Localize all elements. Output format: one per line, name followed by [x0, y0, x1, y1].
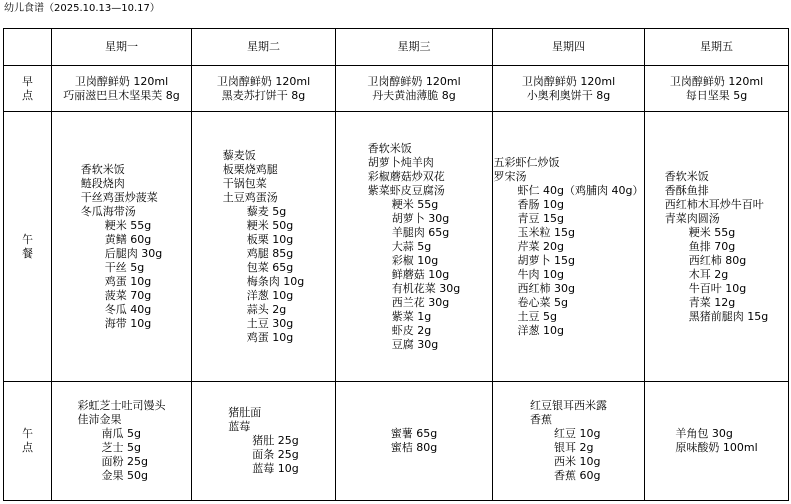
ingredient: 土豆 5g	[517, 309, 557, 323]
ingredient: 南瓜 5g	[101, 427, 141, 440]
menu-cell	[493, 112, 645, 382]
ingredient: 猪肚 25g	[252, 434, 299, 447]
ingredient: 牛肉 10g	[517, 267, 564, 281]
dish-name: 香酥鱼排	[664, 183, 709, 197]
ingredient: 洋葱 10g	[246, 288, 294, 302]
dish-name: 干丝鸡蛋炒菠菜	[80, 190, 158, 204]
ingredient: 虾仁 40g（鸡脯肉 40g）	[517, 183, 644, 197]
ingredient: 原味酸奶 100ml	[675, 441, 758, 454]
day-header: 星期四	[493, 29, 645, 66]
menu-cell	[645, 112, 789, 382]
ingredient: 大蒜 5g	[391, 239, 432, 253]
dish-name: 彩椒蘑菇炒双花	[367, 169, 445, 183]
ingredient: 红豆 10g	[554, 427, 601, 440]
ingredient: 香蕉 60g	[554, 469, 601, 482]
ingredient: 粳米 55g	[391, 197, 439, 211]
dish-name: 板栗烧鸡腿	[222, 162, 278, 176]
row-snack	[4, 382, 789, 501]
page-title: 幼儿食谱（2025.10.13—10.17）	[4, 3, 160, 14]
ingredient: 鱼排 70g	[688, 239, 736, 253]
menu-item: 黑麦苏打饼干 8g	[221, 88, 306, 102]
menu-cell	[192, 112, 336, 382]
menu-cell	[645, 66, 789, 112]
cell-content	[391, 427, 437, 455]
ingredient: 鸡蛋 10g	[104, 274, 152, 288]
ingredient: 蓝莓 10g	[252, 462, 299, 475]
menu-item: 每日坚果 5g	[685, 88, 748, 102]
ingredient: 海带 10g	[104, 316, 152, 330]
ingredient: 粳米 55g	[104, 218, 152, 232]
menu-cell	[336, 112, 493, 382]
cell-content	[493, 75, 644, 103]
ingredient: 木耳 2g	[688, 267, 729, 281]
ingredient: 芝士 5g	[101, 441, 141, 454]
corner-cell	[4, 29, 52, 66]
ingredient: 蒜头 2g	[246, 302, 287, 316]
menu-cell	[336, 66, 493, 112]
ingredient: 豆腐 30g	[391, 337, 439, 351]
cell-content	[223, 149, 304, 345]
dish-name: 紫菜虾皮豆腐汤	[367, 183, 445, 197]
row-label-char: 午	[22, 427, 33, 440]
menu-table	[3, 28, 789, 501]
menu-cell	[192, 382, 336, 501]
row-label	[4, 112, 52, 382]
cell-content	[192, 75, 335, 103]
ingredient: 鸡腿 85g	[246, 246, 294, 260]
menu-cell	[493, 66, 645, 112]
row-label	[4, 382, 52, 501]
row-breakfast	[4, 66, 789, 112]
day-header: 星期三	[336, 29, 493, 66]
menu-item: 卫岗醇鲜奶 120ml	[669, 74, 764, 88]
ingredient: 蜜薯 65g	[390, 427, 438, 440]
day-header: 星期一	[52, 29, 192, 66]
ingredient: 青菜 12g	[688, 295, 736, 309]
menu-cell	[52, 112, 192, 382]
ingredient: 胡萝卜 15g	[517, 253, 575, 267]
ingredient: 西米 10g	[554, 455, 601, 468]
dish-name: 香蕉	[530, 413, 552, 426]
dish-name: 罗宋汤	[493, 169, 527, 183]
dish-name: 土豆鸡蛋汤	[222, 190, 278, 204]
ingredient: 梅条肉 10g	[246, 274, 305, 288]
dish-name: 鲢段烧肉	[80, 176, 125, 190]
dish-name: 佳沛金果	[77, 413, 122, 426]
menu-cell	[192, 66, 336, 112]
ingredient: 牛百叶 10g	[688, 281, 747, 295]
ingredient: 羊角包 30g	[675, 427, 733, 440]
ingredient: 芹菜 20g	[517, 239, 564, 253]
cell-content	[368, 142, 460, 352]
ingredient: 鸡蛋 10g	[246, 330, 294, 344]
dish-name: 彩虹芝士吐司馒头	[77, 399, 166, 412]
row-label-char: 早	[22, 74, 33, 88]
ingredient: 玉米粒 15g	[517, 225, 575, 239]
menu-item: 卫岗醇鲜奶 120ml	[367, 74, 461, 88]
ingredient: 菠菜 70g	[104, 288, 152, 302]
ingredient: 粳米 55g	[688, 225, 736, 239]
ingredient: 粳米 50g	[246, 218, 294, 232]
ingredient: 蜜桔 80g	[390, 441, 438, 454]
menu-item: 卫岗醇鲜奶 120ml	[521, 74, 616, 88]
ingredient: 卷心菜 5g	[517, 295, 568, 309]
row-label-char: 午	[22, 232, 33, 246]
ingredient: 面粉 25g	[101, 455, 148, 468]
menu-cell	[52, 382, 192, 501]
menu-item: 卫岗醇鲜奶 120ml	[216, 74, 311, 88]
dish-name: 猪肚面	[228, 406, 262, 419]
cell-content	[78, 399, 166, 483]
dish-name: 干锅包菜	[222, 176, 267, 190]
ingredient: 羊腿肉 65g	[391, 225, 450, 239]
ingredient: 黑猪前腿肉 15g	[688, 309, 769, 323]
cell-content	[336, 75, 492, 103]
ingredient: 青豆 15g	[517, 211, 564, 225]
row-label-char: 点	[22, 88, 33, 102]
cell-content	[645, 75, 788, 103]
menu-cell	[645, 382, 789, 501]
cell-content	[665, 170, 768, 324]
dish-name: 藜麦饭	[222, 148, 256, 162]
menu-item: 卫岗醇鲜奶 120ml	[74, 74, 169, 88]
dish-name: 冬瓜海带汤	[80, 204, 136, 218]
ingredient: 干丝 5g	[104, 260, 145, 274]
dish-name: 胡萝卜炖羊肉	[367, 155, 434, 169]
ingredient: 有机花菜 30g	[391, 281, 461, 295]
dish-name: 红豆银耳西米露	[530, 399, 607, 412]
menu-item: 巧丽滋巴旦木坚果芙 8g	[63, 88, 180, 102]
ingredient: 冬瓜 40g	[104, 302, 152, 316]
menu-item: 丹夫黄油薄脆 8g	[372, 88, 456, 102]
ingredient: 西红柿 80g	[688, 253, 747, 267]
cell-content	[530, 399, 607, 483]
ingredient: 鲜蘑菇 10g	[391, 267, 450, 281]
ingredient: 洋葱 10g	[517, 323, 564, 337]
dish-name: 青菜肉圆汤	[664, 211, 720, 225]
ingredient: 紫菜 1g	[391, 309, 432, 323]
cell-content	[675, 427, 757, 455]
ingredient: 板栗 10g	[246, 232, 294, 246]
day-header: 星期五	[645, 29, 789, 66]
dish-name: 香软米饭	[664, 169, 709, 183]
ingredient: 银耳 2g	[554, 441, 594, 454]
dish-name: 香软米饭	[80, 162, 125, 176]
ingredient: 面条 25g	[252, 448, 299, 461]
row-label-char: 点	[22, 441, 33, 454]
row-label-char: 餐	[22, 246, 33, 260]
ingredient: 香肠 10g	[517, 197, 564, 211]
row-label	[4, 66, 52, 112]
menu-cell	[52, 66, 192, 112]
header-row	[4, 29, 789, 66]
dish-name: 西红柿木耳炒牛百叶	[664, 197, 764, 211]
dish-name: 五彩虾仁炒饭	[493, 155, 560, 169]
cell-content	[494, 156, 644, 338]
menu-cell	[493, 382, 645, 501]
cell-content	[228, 406, 298, 476]
day-header: 星期二	[192, 29, 336, 66]
cell-content	[52, 75, 191, 103]
ingredient: 西红柿 30g	[517, 281, 575, 295]
ingredient: 后腿肉 30g	[104, 246, 163, 260]
ingredient: 土豆 30g	[246, 316, 294, 330]
dish-name: 蓝莓	[228, 420, 251, 433]
cell-content	[81, 163, 162, 331]
ingredient: 藜麦 5g	[246, 204, 287, 218]
ingredient: 彩椒 10g	[391, 253, 439, 267]
ingredient: 黄鳝 60g	[104, 232, 152, 246]
ingredient: 金果 50g	[101, 469, 148, 482]
ingredient: 包菜 65g	[246, 260, 294, 274]
menu-item: 小奥利奥饼干 8g	[526, 88, 611, 102]
ingredient: 西兰花 30g	[391, 295, 450, 309]
dish-name: 香软米饭	[367, 141, 412, 155]
ingredient: 胡萝卜 30g	[391, 211, 450, 225]
row-lunch	[4, 112, 789, 382]
menu-cell	[336, 382, 493, 501]
ingredient: 虾皮 2g	[391, 323, 432, 337]
